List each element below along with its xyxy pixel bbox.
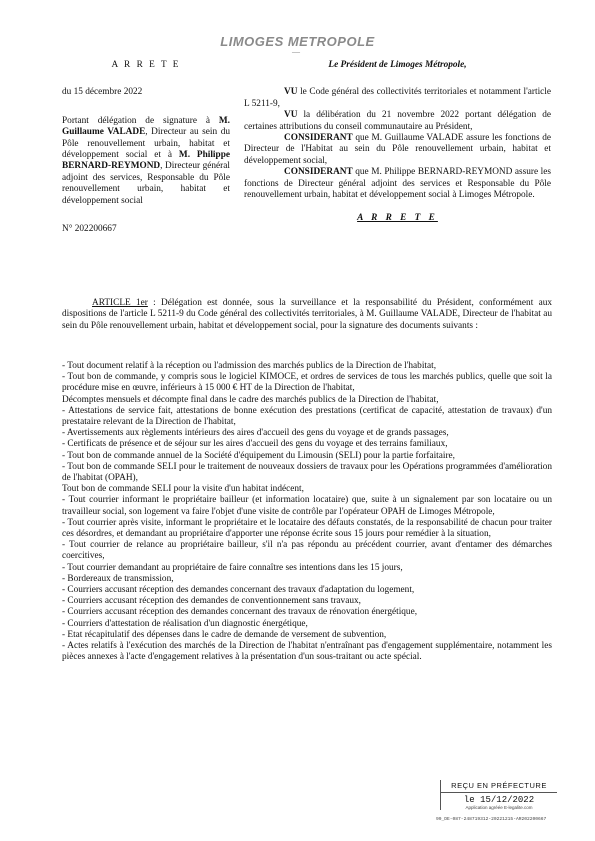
- recitals: [244, 87, 551, 201]
- recital-lead: VU: [284, 110, 298, 121]
- list-item: - Attestations de service fait, attestations de bonne exécution des prestations (certificat de capacité, attestation de travaux) d'un prestataire relevant de la Direction de l'habitat,: [62, 405, 552, 428]
- arrete-heading-right: A R R E T E: [357, 213, 438, 224]
- recital-lead: CONSIDERANT: [284, 133, 353, 144]
- list-item: - Courriers d'attestation de réalisation d'un diagnostic énergétique,: [62, 618, 308, 629]
- right-column: [244, 60, 551, 225]
- recital-lead: VU: [284, 87, 298, 98]
- president-line: Le Président de Limoges Métropole,: [328, 60, 467, 70]
- list-item: - Tout bon de commande, y compris sous le logiciel KIMOCE, et ordres de services de tous les marchés publics, quelle que soit la procédure mise en œuvre, inférieurs à 15 000 € HT de la Direction de l'habitat,: [62, 372, 552, 394]
- list-item: - Actes relatifs à l'exécution des marchés de la Direction de l'habitat n'entraînant pas d'engagement supplémentaire, notamment les pièces annexes à l'acte d'engagement relatives à la présentation d'un sous-traitant ou acte spécial.: [62, 641, 552, 663]
- list-item: - Courriers accusant réception des demandes concernant des travaux de rénovation énergétique,: [62, 607, 418, 618]
- decree-date: du 15 décembre 2022: [62, 87, 143, 98]
- list-item: - Tout document relatif à la réception ou l'admission des marchés publics de la Direction de l'habitat,: [62, 361, 437, 371]
- article-text: : Délégation est donnée, sous la surveillance et la responsabilité du Président, conformément aux dispositions de l'article L 5211-9 du Code général des collectivités territoriales, à M. Guillaume VALADE, Directeur de l'habitat au sein du Pôle renouvellement urbain, habitat et développement social, pour la signature des documents suivants :: [62, 298, 552, 331]
- stamp-application: Application agréée E-legalite.com: [465, 805, 533, 810]
- delegation-prefix: Portant délégation de signature à: [62, 115, 211, 126]
- recital-lead: CONSIDERANT: [284, 167, 353, 178]
- list-item: - Tout bon de commande SELI pour le traitement de nouveaux dossiers de travaux pour les Opérations programmées d'amélioration de l'habitat (OPAH),: [62, 461, 552, 484]
- list-item: - Tout bon de commande annuel de la Société d'équipement du Limousin (SELI) pour la partie forfaitaire,: [62, 450, 456, 461]
- list-item: - Certificats de présence et de séjour sur les aires d'accueil des gens du voyage et des terrains familiaux,: [62, 439, 448, 450]
- arrete-heading-left: A R R E T E: [111, 60, 181, 70]
- person1-description: , Directeur au sein du Pôle renouvellement urbain, habitat et développement social et à: [62, 127, 230, 161]
- organization-title: LIMOGES METROPOLE: [220, 34, 375, 49]
- prefecture-stamp: [440, 780, 557, 810]
- list-item: - Avertissements aux règlements intérieurs des aires d'accueil des gens du voyage et de grands passages,: [62, 428, 449, 439]
- stamp-identifier: 99_DE-087-248719312-20221215-AR202200667: [436, 817, 547, 822]
- list-item: - Etat récapitulatif des dépenses dans le cadre de demande de versement de subvention,: [62, 629, 387, 640]
- person2-description: , Directeur général adjoint des services, Responsable du Pôle renouvellement urbain, habitat et développement social: [62, 161, 230, 206]
- list-item: - Tout courrier après visite, informant le propriétaire et le locataire des défauts constatés, de la responsabilité de chacun pour traiter ces désordres, et demandant au propriétaire d'apporter une réponse écrite sous 15 jours pour remédier à la situation,: [62, 517, 552, 540]
- delegation-summary: [62, 116, 230, 207]
- recital-text: la délibération du 21 novembre 2022 portant délégation de certaines attributions du conseil communautaire au Président,: [244, 110, 551, 132]
- article-1: [62, 298, 552, 332]
- list-item: - Bordereaux de transmission,: [62, 573, 174, 584]
- recital-text: que M. Guillaume VALADE assure les fonctions de Directeur de l'Habitat au sein du Pôle renouvellement urbain, habitat et développement social,: [244, 133, 551, 166]
- stamp-date: le 15/12/2022: [463, 795, 535, 805]
- recital-vu-2: [244, 110, 551, 133]
- list-item: Décomptes mensuels et décompte final dans le cadre des marchés publics de la Direction de l'habitat,: [62, 394, 439, 405]
- recital-considerant-1: [244, 133, 551, 167]
- person1-name: M. Guillaume VALADE: [62, 115, 231, 138]
- person2-name: M. Philippe BERNARD-REYMOND: [62, 150, 230, 172]
- delegated-documents-list: [62, 361, 552, 663]
- recital-vu-1: [244, 87, 551, 110]
- recital-text: que M. Philippe BERNARD-REYMOND assure les fonctions de Directeur général adjoint des services et Responsable du Pôle renouvellement urbain, habitat et développement social à Limoges Métropole.: [244, 167, 551, 201]
- list-item: - Tout courrier de relance au propriétaire bailleur, s'il n'a pas répondu au précédent courrier, avant d'entamer des démarches coercitives,: [62, 540, 552, 562]
- list-item: Tout bon de commande SELI pour la visite d'un habitat indécent,: [62, 484, 304, 495]
- recital-considerant-2: [244, 167, 551, 201]
- list-item: - Tout courrier informant le propriétaire bailleur (et information locataire) que, suite à un signalement par son locataire ou un travailleur social, son logement va faire l'objet d'une visite de contrôle par l'opérateur OPAH de Limoges Métropole,: [62, 495, 552, 517]
- recital-text: le Code général des collectivités territoriales et notamment l'article L 5211-9,: [244, 87, 551, 109]
- left-column: [62, 60, 230, 235]
- list-item: - Courriers accusant réception des demandes de conventionnement sans travaux,: [62, 596, 361, 607]
- list-item: - Tout courrier demandant au propriétaire de faire connaître ses intentions dans les 15 jours,: [62, 562, 403, 573]
- decree-number: N° 202200667: [62, 224, 117, 235]
- header-dash: —: [292, 47, 300, 56]
- list-item: - Courriers accusant réception des demandes concernant des travaux d'adaptation du logement,: [62, 585, 415, 596]
- stamp-received: REÇU EN PRÉFECTURE: [441, 780, 557, 793]
- article-heading: ARTICLE 1er: [92, 298, 148, 308]
